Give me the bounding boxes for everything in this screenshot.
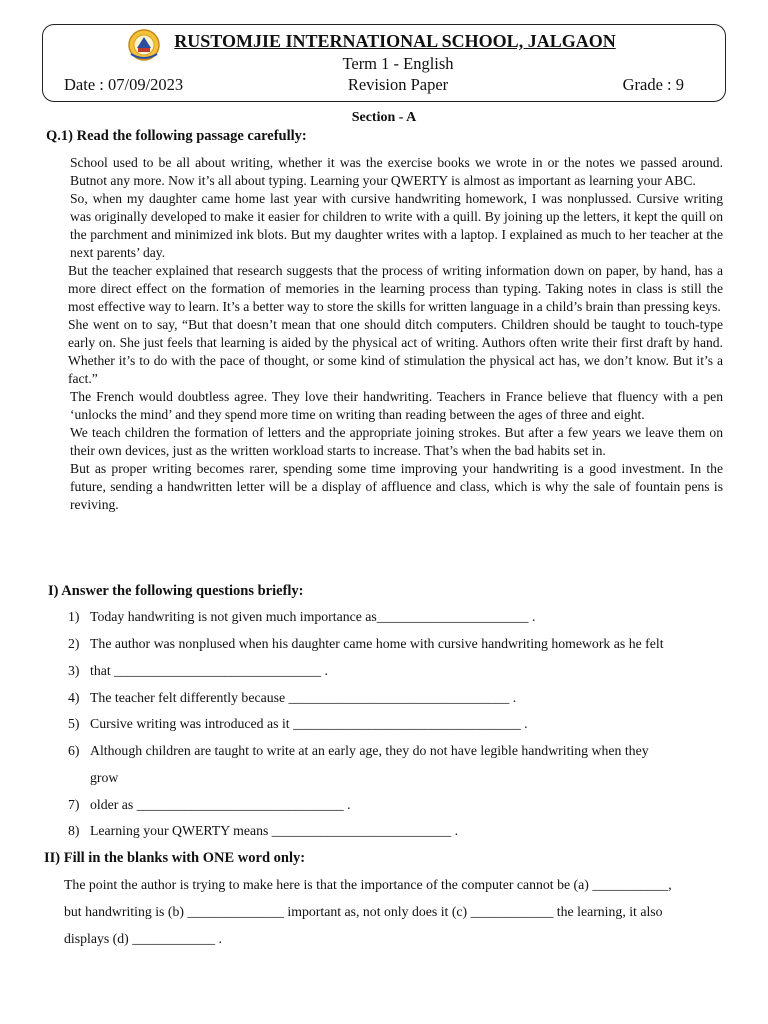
grade-label: Grade : 9: [622, 75, 684, 94]
question-item: 2) The author was nonplused when his daughter came home with cursive handwriting homework as he felt: [68, 636, 664, 651]
question-item: 5) Cursive writing was introduced as it _________________________________ .: [68, 716, 528, 731]
passage-paragraph: But as proper writing becomes rarer, spending some time improving your handwriting is a good investment. In the future, sending a handwritten letter will be a display of affluence and class, which is why the sale of fountain pens is reviving.: [70, 461, 723, 512]
fill-blank-line: displays (d) ____________ .: [64, 931, 222, 946]
question-item: 1) Today handwriting is not given much importance as______________________ .: [68, 609, 536, 624]
passage-paragraph: But the teacher explained that research suggests that the process of writing information down on paper, by hand, has a more direct effect on the formation of memories in the learning process than typing. Taking notes in class is still the most effective way to learn. It’s a better way to store the skills for written language in a child’s brain than pressing keys.: [68, 263, 723, 314]
question-item: 3) that ______________________________ .: [68, 663, 328, 678]
question-item: 8) Learning your QWERTY means __________________________ .: [68, 823, 459, 838]
question-1-heading: Q.1) Read the following passage carefully:: [46, 128, 307, 144]
reading-passage: [70, 154, 723, 514]
passage-paragraph: We teach children the formation of letters and the appropriate joining strokes. But after a few years we leave them on their own devices, just as the written workload starts to increase. That’s when the bad habits set in.: [70, 425, 723, 458]
fill-blank-line: The point the author is trying to make here is that the importance of the computer cannot be (a) ___________,: [64, 877, 672, 892]
section-heading: Section - A: [351, 110, 417, 125]
question-item: 7) older as ______________________________ .: [68, 797, 351, 812]
question-item: grow: [90, 770, 119, 785]
fill-blank-line: but handwriting is (b) ______________ important as, not only does it (c) ____________ the learning, it also: [64, 904, 663, 919]
passage-paragraph: She went on to say, “But that doesn’t mean that one should ditch computers. Children should be taught to touch-type early on. She just feels that learning is aided by the physical act of writing. Authors often write their first draft by hand. Whether it’s to do with the pace of thought, or some kind of stimulation the physical act has, we don’t know. But it’s a fact.”: [68, 317, 723, 386]
part-1-heading: I) Answer the following questions briefly:: [48, 583, 304, 599]
question-item: 4) The teacher felt differently because ________________________________ .: [68, 690, 517, 705]
paper-title: Revision Paper: [347, 75, 449, 94]
exam-date: Date : 07/09/2023: [64, 75, 184, 94]
passage-paragraph: So, when my daughter came home last year with cursive handwriting homework, I was nonplussed. Cursive writing was originally developed to make it easier for children to write with a quill. By joining up the letters, it kept the quill on the parchment and minimized ink blots. But my daughter writes with a laptop. I explained as much to her teacher at the next parents’ day.: [70, 191, 723, 260]
school-name: RUSTOMJIE INTERNATIONAL SCHOOL, JALGAON: [174, 31, 616, 51]
part-2-heading: II) Fill in the blanks with ONE word only:: [44, 850, 306, 866]
passage-paragraph: The French would doubtless agree. They love their handwriting. Teachers in France believe that fluency with a pen ‘unlocks the mind’ and they spend more time on writing than reading between the ages of three and eight.: [70, 389, 723, 422]
passage-paragraph: School used to be all about writing, whether it was the exercise books we wrote in or the notes we passed around. Butnot any more. Now it’s all about typing. Learning your QWERTY is almost as important as learning your ABC.: [70, 155, 723, 188]
term-label: Term 1 - English: [342, 54, 454, 73]
question-item: 6) Although children are taught to write at an early age, they do not have legible handwriting when they: [68, 743, 649, 758]
